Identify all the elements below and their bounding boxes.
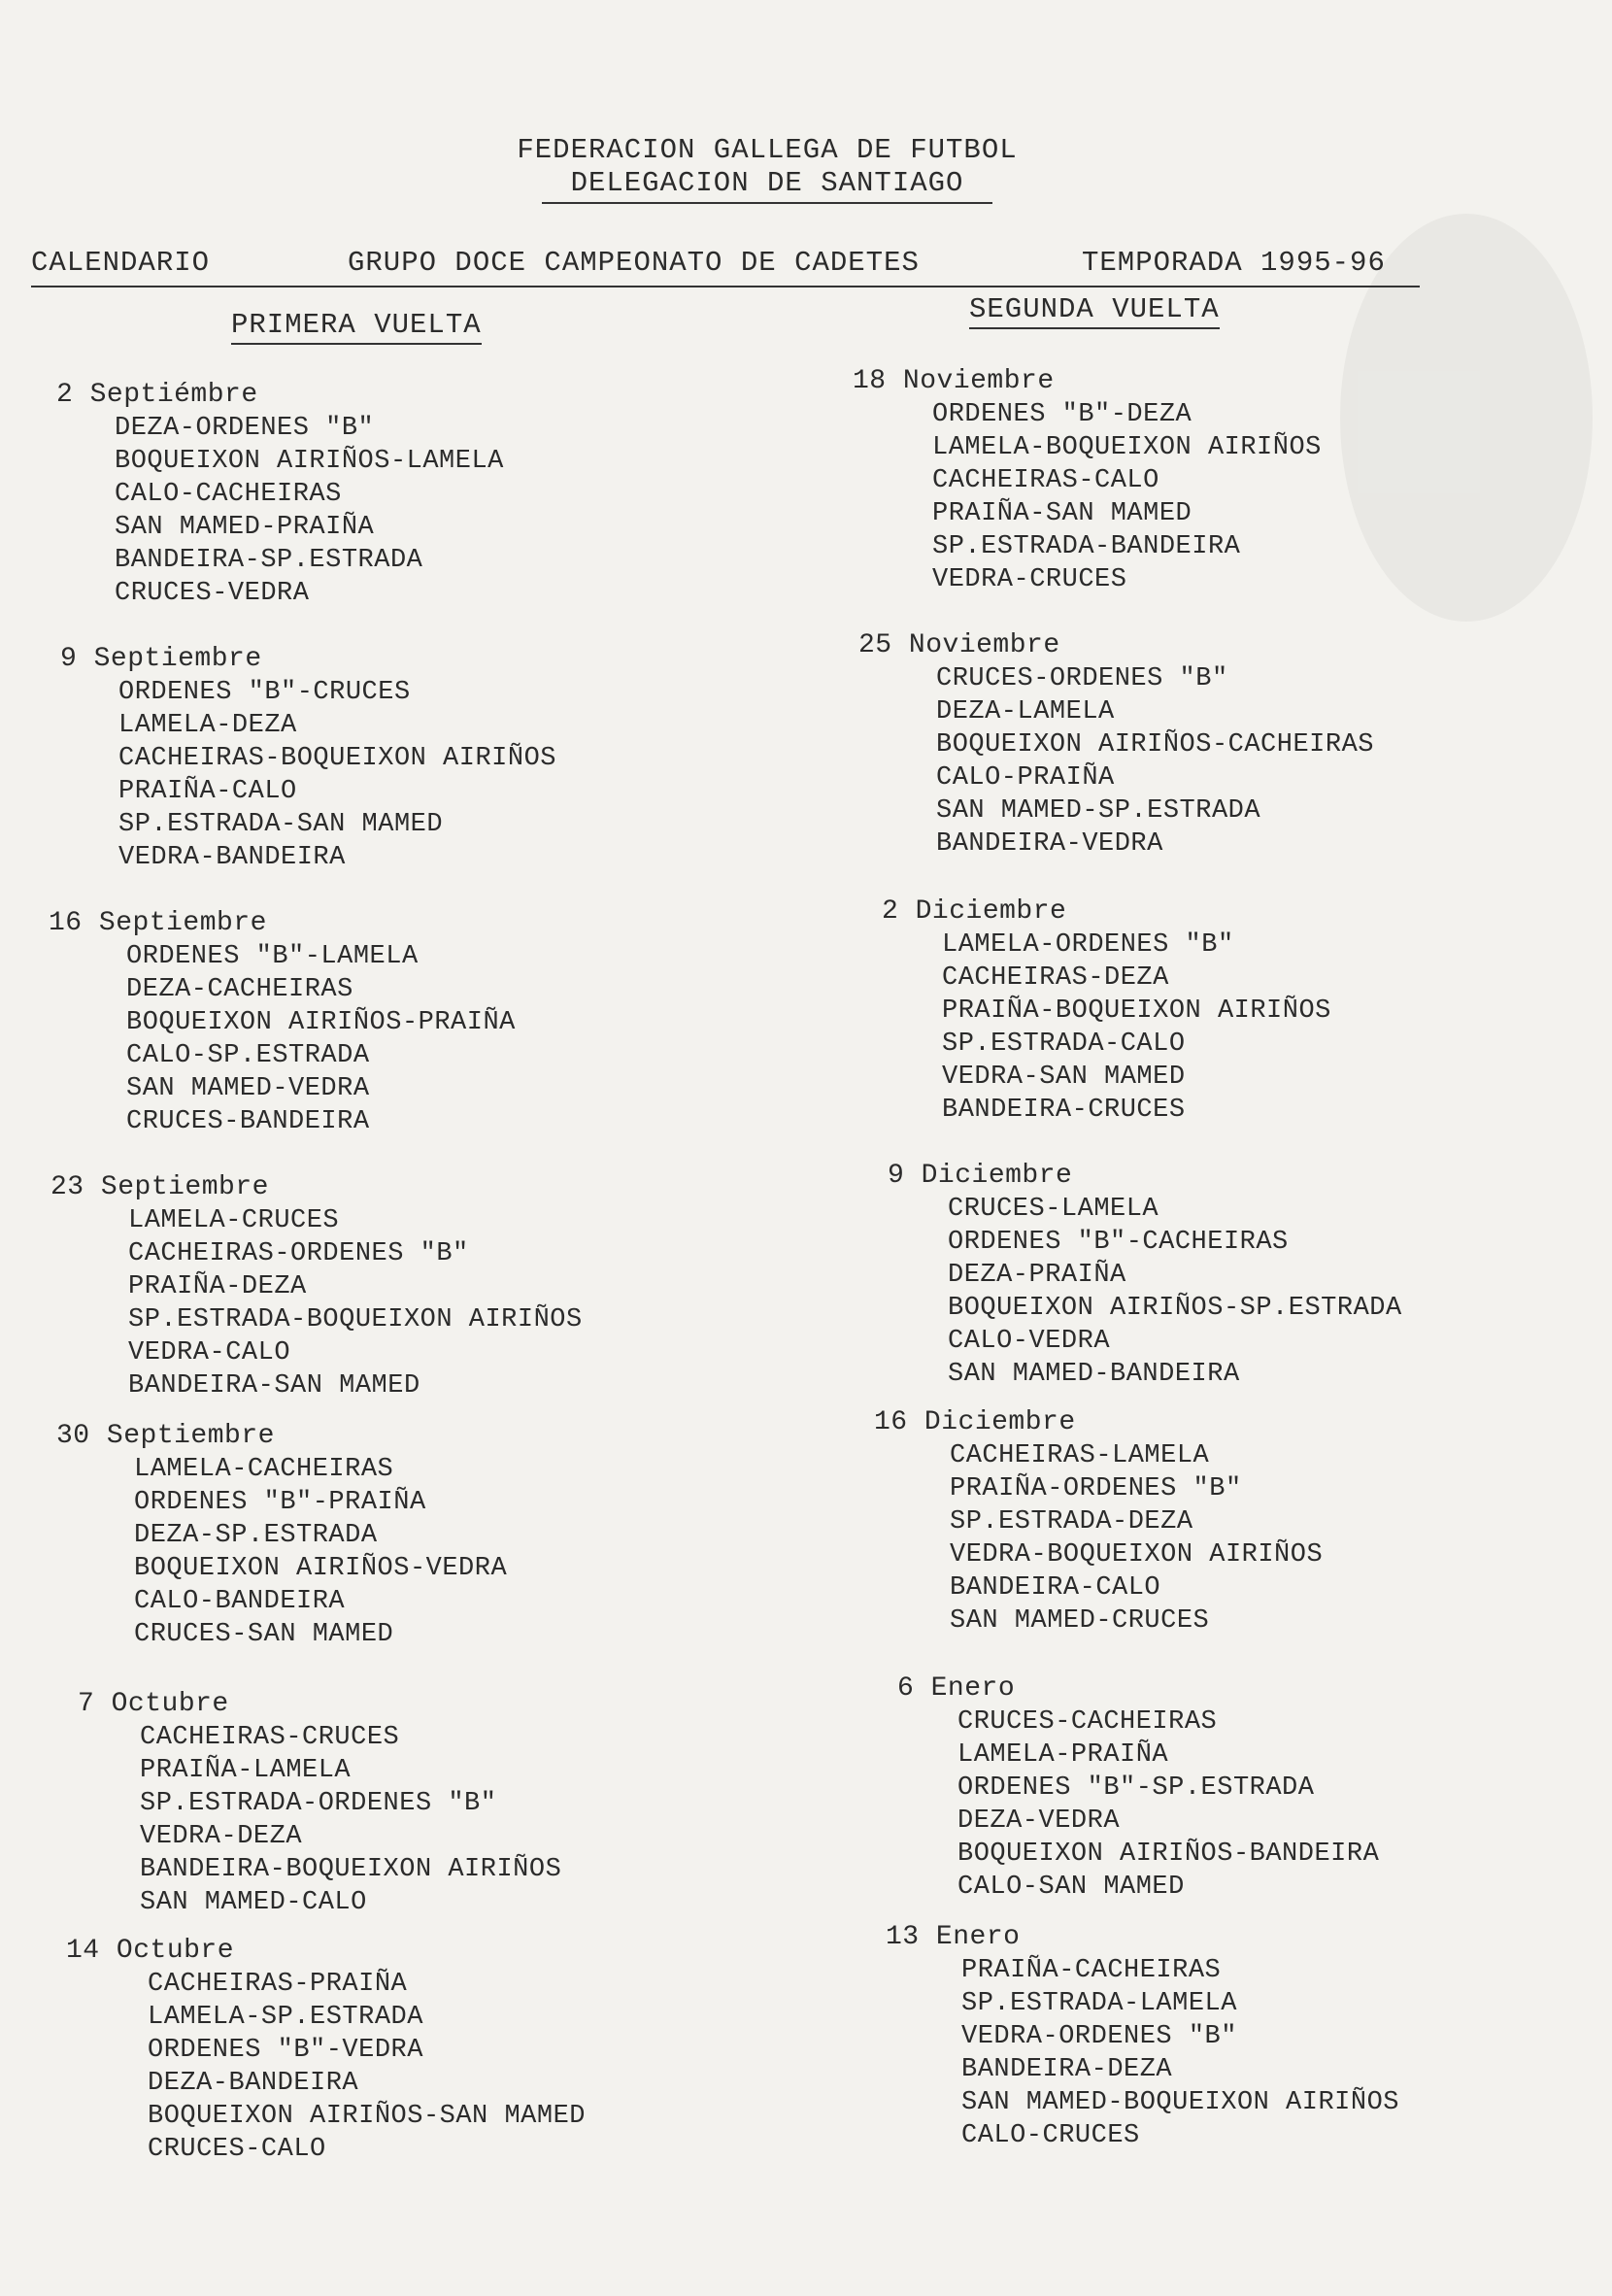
- round-date: 14 Octubre: [66, 1936, 235, 1966]
- match-item: SAN MAMED-BOQUEIXON AIRIÑOS: [961, 2088, 1399, 2117]
- match-item: BANDEIRA-DEZA: [961, 2055, 1173, 2084]
- match-item: SP.ESTRADA-CALO: [942, 1030, 1186, 1059]
- round-date: 2 Septiémbre: [56, 380, 258, 410]
- match-item: SAN MAMED-BANDEIRA: [948, 1360, 1240, 1389]
- match-item: ORDENES "B"-CRUCES: [118, 678, 411, 707]
- match-item: LAMELA-PRAIÑA: [957, 1740, 1169, 1770]
- delegation-title: DELEGACION DE SANTIAGO: [542, 167, 993, 204]
- match-item: LAMELA-CACHEIRAS: [134, 1455, 394, 1484]
- group-label: GRUPO DOCE CAMPEONATO DE CADETES: [348, 247, 920, 279]
- match-item: LAMELA-SP.ESTRADA: [148, 2003, 423, 2032]
- federation-title: FEDERACION GALLEGA DE FUTBOL: [517, 134, 1018, 166]
- match-item: CACHEIRAS-CRUCES: [140, 1723, 400, 1752]
- match-item: SP.ESTRADA-BANDEIRA: [932, 532, 1241, 561]
- match-list: [78, 1721, 757, 1919]
- round-block: [897, 1672, 1577, 1904]
- match-list: [882, 929, 1562, 1127]
- round-date: 18 Noviembre: [853, 366, 1055, 396]
- round-block: [78, 1688, 757, 1919]
- match-item: SP.ESTRADA-LAMELA: [961, 1989, 1237, 2018]
- round-block: [56, 1420, 736, 1651]
- round-block: [50, 1171, 730, 1402]
- match-item: BOQUEIXON AIRIÑOS-LAMELA: [115, 447, 504, 476]
- match-item: VEDRA-SAN MAMED: [942, 1063, 1186, 1092]
- round-block: [60, 643, 740, 874]
- round-block: [56, 379, 736, 610]
- match-item: LAMELA-BOQUEIXON AIRIÑOS: [932, 433, 1322, 462]
- round-date: 9 Septiembre: [60, 644, 262, 674]
- match-item: CRUCES-SAN MAMED: [134, 1620, 394, 1649]
- match-item: BANDEIRA-VEDRA: [936, 829, 1163, 859]
- match-item: PRAIÑA-LAMELA: [140, 1756, 352, 1785]
- match-item: CACHEIRAS-DEZA: [942, 963, 1169, 993]
- round-block: [874, 1406, 1554, 1638]
- match-item: PRAIÑA-CACHEIRAS: [961, 1956, 1222, 1985]
- match-item: CALO-CACHEIRAS: [115, 480, 342, 509]
- match-item: VEDRA-BANDEIRA: [118, 843, 346, 872]
- document-title: [456, 134, 1078, 204]
- match-item: CACHEIRAS-LAMELA: [950, 1441, 1210, 1470]
- match-item: SAN MAMED-CRUCES: [950, 1606, 1210, 1636]
- round-date: 30 Septiembre: [56, 1421, 275, 1451]
- calendar-label: CALENDARIO: [31, 247, 211, 279]
- match-item: DEZA-SP.ESTRADA: [134, 1521, 378, 1550]
- match-item: ORDENES "B"-VEDRA: [148, 2036, 423, 2065]
- match-item: VEDRA-DEZA: [140, 1822, 303, 1851]
- match-item: CALO-PRAIÑA: [936, 763, 1115, 793]
- match-item: PRAIÑA-SAN MAMED: [932, 499, 1192, 528]
- match-item: SAN MAMED-SP.ESTRADA: [936, 796, 1261, 826]
- round-date: 16 Septiembre: [49, 908, 267, 938]
- match-item: DEZA-PRAIÑA: [948, 1261, 1126, 1290]
- match-item: SP.ESTRADA-ORDENES "B": [140, 1789, 497, 1818]
- round-date: 2 Diciembre: [882, 896, 1067, 927]
- match-list: [888, 1193, 1567, 1391]
- match-item: DEZA-LAMELA: [936, 697, 1115, 726]
- match-item: PRAIÑA-CALO: [118, 777, 297, 806]
- match-item: SAN MAMED-VEDRA: [126, 1074, 370, 1103]
- match-item: ORDENES "B"-DEZA: [932, 400, 1192, 429]
- match-list: [897, 1705, 1577, 1904]
- match-item: SP.ESTRADA-SAN MAMED: [118, 810, 444, 839]
- match-list: [56, 412, 736, 610]
- round-date: 25 Noviembre: [858, 630, 1060, 660]
- match-item: CALO-BANDEIRA: [134, 1587, 346, 1616]
- match-item: BANDEIRA-BOQUEIXON AIRIÑOS: [140, 1855, 562, 1884]
- second-round-heading: SEGUNDA VUELTA: [969, 293, 1220, 329]
- match-item: SAN MAMED-CALO: [140, 1888, 367, 1917]
- match-item: LAMELA-DEZA: [118, 711, 297, 740]
- match-item: LAMELA-ORDENES "B": [942, 930, 1234, 960]
- match-item: PRAIÑA-ORDENES "B": [950, 1474, 1242, 1503]
- round-date: 9 Diciembre: [888, 1161, 1073, 1191]
- match-item: CRUCES-ORDENES "B": [936, 664, 1228, 693]
- round-block: [853, 365, 1532, 596]
- round-block: [858, 629, 1538, 861]
- match-item: BOQUEIXON AIRIÑOS-CACHEIRAS: [936, 730, 1374, 760]
- match-list: [874, 1439, 1554, 1638]
- season-label: TEMPORADA 1995-96: [1082, 247, 1386, 279]
- match-item: CACHEIRAS-ORDENES "B": [128, 1239, 469, 1268]
- match-item: CALO-SAN MAMED: [957, 1873, 1185, 1902]
- match-item: BANDEIRA-CRUCES: [942, 1096, 1186, 1125]
- match-item: PRAIÑA-BOQUEIXON AIRIÑOS: [942, 996, 1331, 1026]
- match-item: SAN MAMED-PRAIÑA: [115, 513, 375, 542]
- match-item: VEDRA-CRUCES: [932, 565, 1127, 594]
- match-item: BOQUEIXON AIRIÑOS-SP.ESTRADA: [948, 1294, 1402, 1323]
- match-item: BANDEIRA-CALO: [950, 1573, 1161, 1603]
- match-item: ORDENES "B"-PRAIÑA: [134, 1488, 426, 1517]
- match-item: DEZA-ORDENES "B": [115, 414, 375, 443]
- match-item: VEDRA-CALO: [128, 1338, 291, 1367]
- match-item: CALO-CRUCES: [961, 2121, 1140, 2150]
- match-item: CALO-VEDRA: [948, 1327, 1111, 1356]
- match-list: [50, 1204, 730, 1402]
- match-item: CALO-SP.ESTRADA: [126, 1041, 370, 1070]
- match-item: ORDENES "B"-LAMELA: [126, 942, 419, 971]
- first-round-heading: PRIMERA VUELTA: [231, 309, 482, 345]
- match-item: LAMELA-CRUCES: [128, 1206, 340, 1235]
- match-item: BOQUEIXON AIRIÑOS-SAN MAMED: [148, 2102, 586, 2131]
- round-date: 16 Diciembre: [874, 1407, 1076, 1437]
- round-date: 13 Enero: [886, 1922, 1021, 1952]
- match-item: BOQUEIXON AIRIÑOS-BANDEIRA: [957, 1840, 1380, 1869]
- round-block: [888, 1160, 1567, 1391]
- match-list: [49, 940, 728, 1138]
- match-list: [56, 1453, 736, 1651]
- round-block: [49, 907, 728, 1138]
- match-item: CRUCES-CALO: [148, 2135, 326, 2164]
- match-item: CRUCES-BANDEIRA: [126, 1107, 370, 1136]
- round-block: [66, 1935, 746, 2166]
- match-item: BANDEIRA-SP.ESTRADA: [115, 546, 423, 575]
- match-item: DEZA-VEDRA: [957, 1806, 1121, 1836]
- match-list: [858, 662, 1538, 861]
- match-item: PRAIÑA-DEZA: [128, 1272, 307, 1301]
- match-list: [886, 1954, 1565, 2152]
- round-block: [886, 1921, 1565, 2152]
- match-item: ORDENES "B"-SP.ESTRADA: [957, 1773, 1315, 1803]
- match-item: SP.ESTRADA-BOQUEIXON AIRIÑOS: [128, 1305, 583, 1334]
- match-item: SP.ESTRADA-DEZA: [950, 1507, 1193, 1536]
- match-item: CACHEIRAS-PRAIÑA: [148, 1970, 408, 1999]
- match-item: BANDEIRA-SAN MAMED: [128, 1371, 420, 1401]
- match-item: CACHEIRAS-CALO: [932, 466, 1159, 495]
- calendar-header: [31, 247, 1420, 287]
- round-date: 7 Octubre: [78, 1689, 229, 1719]
- round-block: [882, 895, 1562, 1127]
- round-date: 6 Enero: [897, 1673, 1016, 1704]
- match-item: CRUCES-LAMELA: [948, 1195, 1159, 1224]
- match-list: [853, 398, 1532, 596]
- match-item: VEDRA-BOQUEIXON AIRIÑOS: [950, 1540, 1324, 1570]
- match-list: [66, 1968, 746, 2166]
- match-item: CRUCES-VEDRA: [115, 579, 310, 608]
- match-item: DEZA-CACHEIRAS: [126, 975, 353, 1004]
- match-item: VEDRA-ORDENES "B": [961, 2022, 1237, 2051]
- match-item: BOQUEIXON AIRIÑOS-VEDRA: [134, 1554, 508, 1583]
- match-item: DEZA-BANDEIRA: [148, 2069, 359, 2098]
- round-date: 23 Septiembre: [50, 1172, 269, 1202]
- match-item: BOQUEIXON AIRIÑOS-PRAIÑA: [126, 1008, 516, 1037]
- match-list: [60, 676, 740, 874]
- match-item: ORDENES "B"-CACHEIRAS: [948, 1228, 1289, 1257]
- match-item: CRUCES-CACHEIRAS: [957, 1707, 1218, 1737]
- match-item: CACHEIRAS-BOQUEIXON AIRIÑOS: [118, 744, 556, 773]
